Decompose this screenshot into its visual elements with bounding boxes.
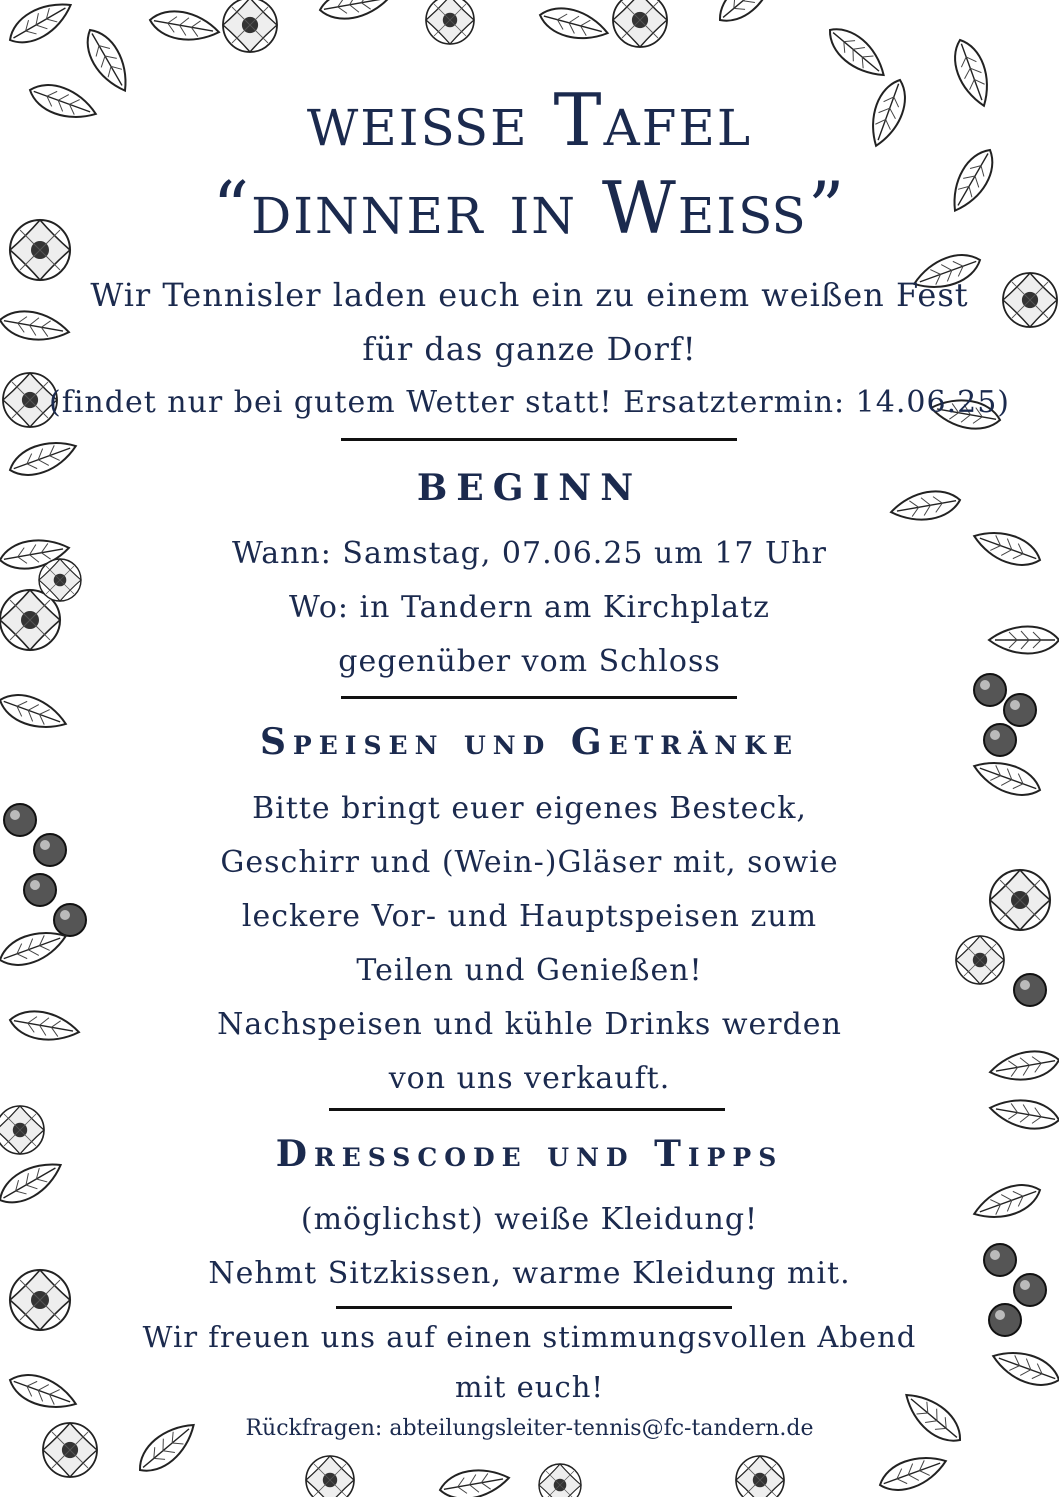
food-text-line: von uns verkauft. [388, 1061, 671, 1096]
divider [341, 696, 737, 699]
divider [329, 1108, 725, 1111]
title-line-2: “dinner in Weiß” [212, 166, 847, 250]
section-heading-beginn: BEGINN [416, 467, 643, 509]
event-location: Wo: in Tandern am Kirchplatz [289, 590, 770, 625]
section-heading-food: Speisen und Getränke [259, 721, 800, 763]
intro-line-1: Wir Tennisler laden euch ein zu einem weißen Fest [90, 276, 969, 314]
food-text-line: Teilen und Genießen! [356, 953, 703, 988]
food-text-line: Geschirr und (Wein-)Gläser mit, sowie [220, 845, 839, 880]
food-text-line: Nachspeisen und kühle Drinks werden [217, 1007, 842, 1042]
event-location-detail: gegenüber vom Schloss [338, 644, 721, 679]
intro-weather-note: (findet nur bei gutem Wetter statt! Ersatztermin: 14.06.25) [49, 385, 1010, 420]
dresscode-line-1: (möglichst) weiße Kleidung! [300, 1202, 759, 1237]
contact-email[interactable]: Rückfragen: abteilungsleiter-tennis@fc-tandern.de [245, 1416, 814, 1441]
intro-line-2: für das ganze Dorf! [362, 330, 697, 368]
food-text-line: leckere Vor- und Hauptspeisen zum [241, 899, 818, 934]
event-date: Wann: Samstag, 07.06.25 um 17 Uhr [232, 536, 827, 571]
divider [341, 438, 737, 441]
title-line-1: weiße Tafel [306, 78, 753, 162]
section-heading-dresscode: Dresscode und Tipps [275, 1133, 784, 1175]
dresscode-line-2: Nehmt Sitzkissen, warme Kleidung mit. [208, 1256, 851, 1291]
closing-line-2: mit euch! [454, 1370, 605, 1404]
divider [336, 1306, 732, 1309]
food-text-line: Bitte bringt euer eigenes Besteck, [252, 791, 807, 826]
closing-line-1: Wir freuen uns auf einen stimmungsvollen Abend [142, 1320, 917, 1354]
